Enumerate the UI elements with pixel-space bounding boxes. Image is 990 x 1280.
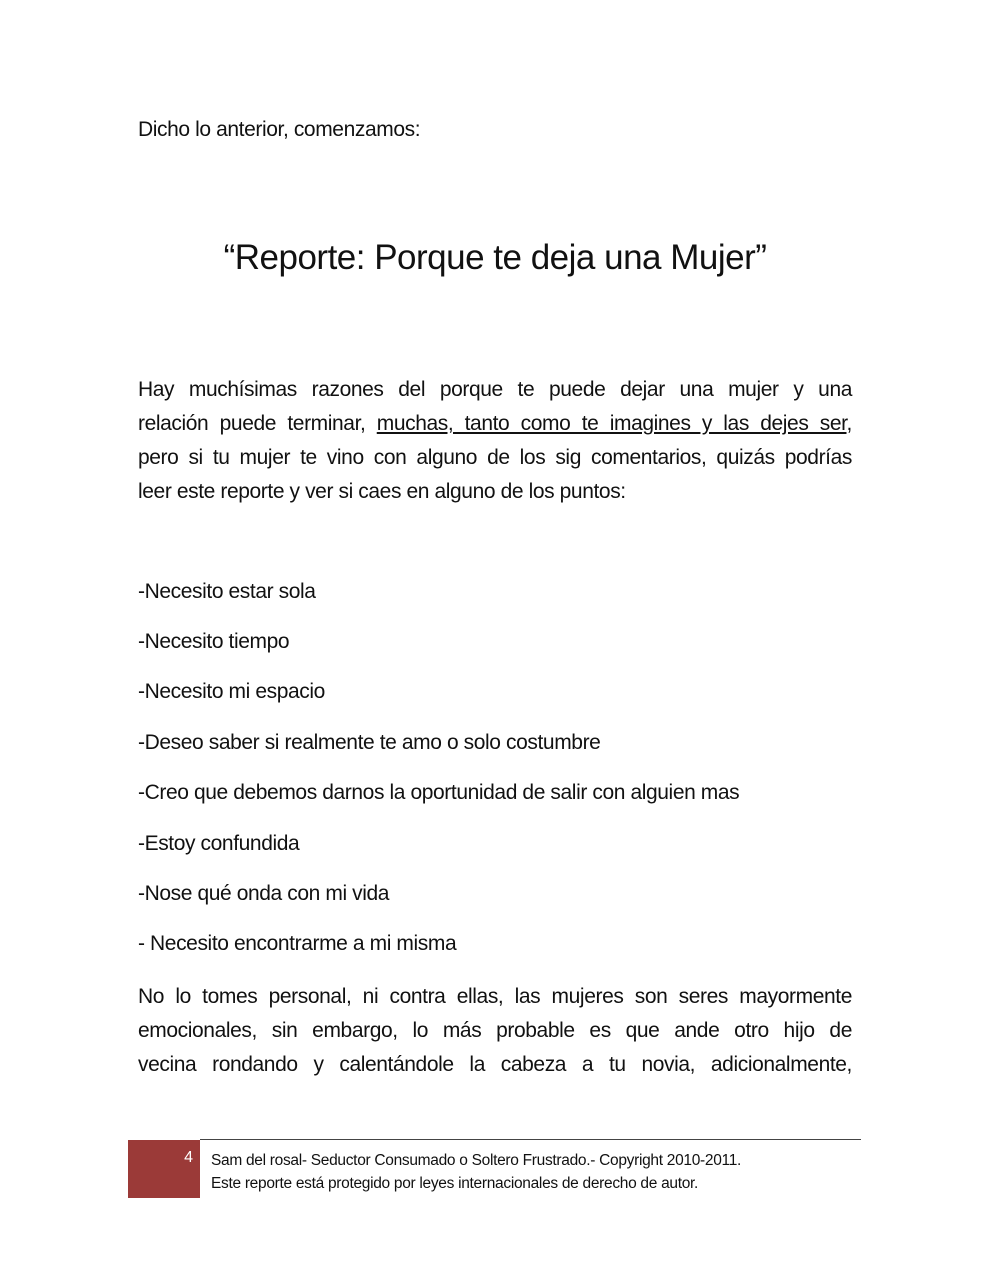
footer-copyright: Sam del rosal- Seductor Consumado o Soltero Frustrado.- Copyright 2010-2011. bbox=[211, 1152, 742, 1169]
list-item: -Necesito mi espacio bbox=[138, 680, 325, 703]
paragraph-line: pero si tu mujer te vino con alguno de los sig comentarios, quizás podrías bbox=[138, 446, 852, 469]
footer-divider bbox=[200, 1139, 861, 1140]
list-item: -Estoy confundida bbox=[138, 832, 300, 855]
paragraph-1 bbox=[138, 373, 852, 509]
page-number-box bbox=[128, 1140, 200, 1198]
page-number: 4 bbox=[184, 1149, 193, 1166]
list-item: -Creo que debemos darnos la oportunidad de salir con alguien mas bbox=[138, 781, 740, 804]
footer-notice: Este reporte está protegido por leyes internacionales de derecho de autor. bbox=[211, 1175, 699, 1192]
report-title: “Reporte: Porque te deja una Mujer” bbox=[223, 238, 767, 277]
list-item: -Nose qué onda con mi vida bbox=[138, 882, 390, 905]
paragraph-text: relación puede terminar, bbox=[138, 412, 377, 435]
paragraph-line: emocionales, sin embargo, lo más probable es que ande otro hijo de bbox=[138, 1019, 852, 1042]
paragraph-2 bbox=[138, 980, 852, 1082]
footer-text bbox=[211, 1149, 741, 1195]
list-item: -Necesito estar sola bbox=[138, 580, 316, 603]
intro-text: Dicho lo anterior, comenzamos: bbox=[138, 118, 421, 141]
paragraph-line: Hay muchísimas razones del porque te puede dejar una mujer y una bbox=[138, 378, 852, 401]
list-item: - Necesito encontrarme a mi misma bbox=[138, 932, 457, 955]
list-item: -Necesito tiempo bbox=[138, 630, 290, 653]
list-item: -Deseo saber si realmente te amo o solo costumbre bbox=[138, 731, 601, 754]
underlined-text: muchas, tanto como te imagines y las dejes ser, bbox=[376, 412, 852, 435]
paragraph-line: leer este reporte y ver si caes en alguno de los puntos: bbox=[138, 480, 626, 503]
paragraph-line bbox=[138, 407, 852, 441]
paragraph-line: No lo tomes personal, ni contra ellas, las mujeres son seres mayormente bbox=[138, 985, 852, 1008]
paragraph-line: vecina rondando y calentándole la cabeza a tu novia, adicionalmente, bbox=[138, 1053, 852, 1076]
